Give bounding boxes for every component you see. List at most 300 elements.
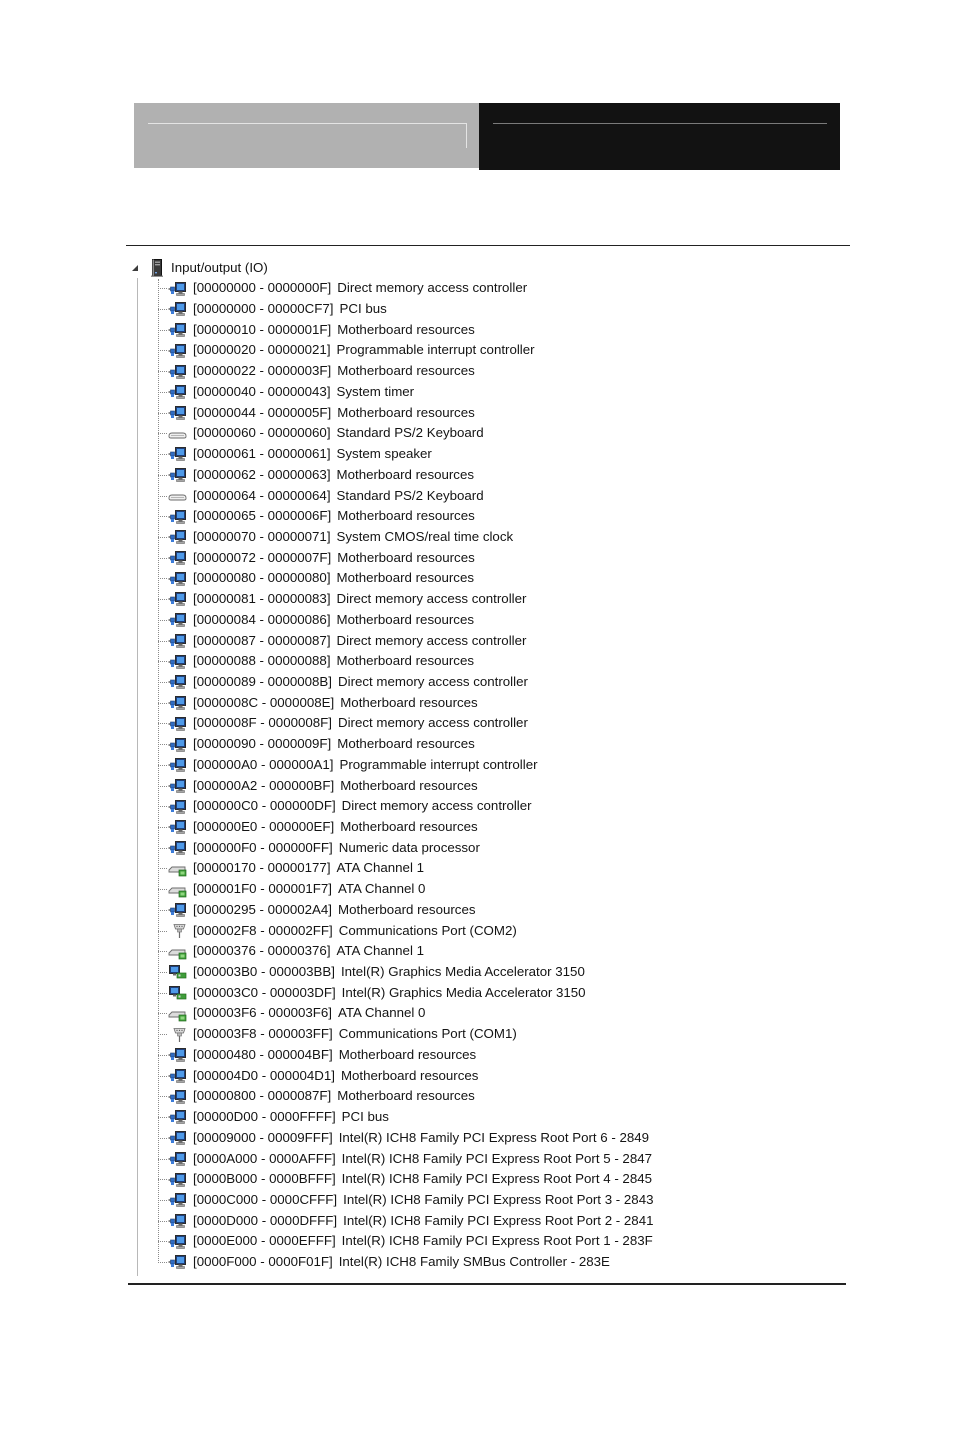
- system-device-icon: [168, 1213, 187, 1229]
- io-range-label: [00000060 - 00000060]: [193, 425, 331, 441]
- io-range-label: [00000090 - 0000009F]: [193, 736, 332, 752]
- tree-item[interactable]: [128, 776, 828, 797]
- io-range-label: [0000E000 - 0000EFFF]: [193, 1233, 336, 1249]
- tree-item[interactable]: [128, 382, 828, 403]
- io-range-label: [0000F000 - 0000F01F]: [193, 1254, 333, 1270]
- tree-item[interactable]: [128, 651, 828, 672]
- io-range-label: [000000F0 - 000000FF]: [193, 839, 333, 855]
- tree-item-text: [193, 672, 528, 693]
- tree-item-text: [193, 589, 526, 610]
- tree-item[interactable]: [128, 1066, 828, 1087]
- device-name-label: Motherboard resources: [338, 901, 476, 917]
- io-range-label: [00000000 - 00000CF7]: [193, 301, 334, 317]
- system-device-icon: [168, 757, 187, 773]
- device-name-label: System timer: [336, 383, 415, 399]
- system-device-icon: [168, 778, 187, 794]
- tree-connector-line: [158, 910, 167, 911]
- tree-connector-line: [158, 433, 167, 434]
- tree-item-text: [193, 879, 425, 900]
- tree-item[interactable]: [128, 299, 828, 320]
- tree-item-text: [193, 568, 474, 589]
- system-device-icon: [168, 737, 187, 753]
- device-name-label: Direct memory access controller: [336, 591, 527, 607]
- tree-connector-line: [158, 931, 167, 932]
- ide-channel-icon: [168, 1006, 187, 1022]
- device-name-label: Motherboard resources: [337, 404, 475, 420]
- system-device-icon: [168, 1172, 187, 1188]
- io-range-label: [000001F0 - 000001F7]: [193, 881, 332, 897]
- tree-connector-line: [158, 1241, 167, 1242]
- system-device-icon: [168, 840, 187, 856]
- keyboard-icon: [168, 488, 187, 504]
- tree-connector-line: [158, 578, 167, 579]
- system-device-icon: [168, 799, 187, 815]
- tree-item[interactable]: [128, 423, 828, 444]
- io-range-label: [000000A0 - 000000A1]: [193, 756, 334, 772]
- io-range-label: [00000087 - 00000087]: [193, 632, 331, 648]
- device-name-label: ATA Channel 0: [337, 881, 426, 897]
- system-device-icon: [168, 467, 187, 483]
- io-range-label: [00000064 - 00000064]: [193, 487, 331, 503]
- tree-item-text: [193, 1211, 654, 1232]
- tree-item[interactable]: [128, 1231, 828, 1252]
- system-device-icon: [168, 902, 187, 918]
- system-device-icon: [168, 612, 187, 628]
- tree-item-text: [193, 1003, 425, 1024]
- tree-connector-line: [158, 1179, 167, 1180]
- tree-connector-line: [158, 620, 167, 621]
- top-divider: [126, 245, 850, 246]
- device-name-label: Numeric data processor: [338, 839, 480, 855]
- device-name-label: Direct memory access controller: [337, 715, 528, 731]
- tree-item[interactable]: [128, 1107, 828, 1128]
- tree-item-text: [193, 1252, 610, 1273]
- tree-item-text: [193, 631, 526, 652]
- device-name-label: Motherboard resources: [340, 819, 478, 834]
- tree-item-text: [193, 900, 475, 921]
- tree-connector-line: [158, 1076, 167, 1077]
- tree-item-text: [193, 983, 586, 1004]
- tree-item-text: [193, 713, 528, 734]
- system-device-icon: [168, 529, 187, 545]
- tree-connector-line: [158, 475, 167, 476]
- tree-item-text: [193, 527, 513, 548]
- io-range-label: [00000072 - 0000007F]: [193, 549, 332, 565]
- tree-item[interactable]: [128, 527, 828, 548]
- tree-item[interactable]: [128, 879, 828, 900]
- device-name-label: Motherboard resources: [337, 508, 475, 524]
- keyboard-icon: [168, 426, 187, 442]
- tree-item-text: [193, 1190, 654, 1211]
- tree-item[interactable]: [128, 1003, 828, 1024]
- io-range-label: [00000010 - 0000001F]: [193, 321, 332, 337]
- tree-item[interactable]: [128, 1169, 828, 1190]
- tree-item[interactable]: [128, 962, 828, 983]
- tree-item[interactable]: [128, 631, 828, 652]
- io-range-label: [00000044 - 0000005F]: [193, 404, 332, 420]
- tree-item-text: [193, 444, 432, 465]
- tree-item-text: [193, 1231, 653, 1252]
- tree-connector-line: [158, 1138, 167, 1139]
- ide-channel-icon: [168, 861, 187, 877]
- tree-item-text: [193, 382, 414, 403]
- tree-children: [128, 278, 828, 1273]
- tree-item[interactable]: [128, 817, 828, 838]
- serial-port-icon: [168, 1027, 187, 1043]
- device-name-label: Intel(R) ICH8 Family PCI Express Root Port 4 - 2845: [341, 1171, 653, 1187]
- tree-connector-line: [158, 413, 167, 414]
- device-name-label: System speaker: [336, 446, 432, 462]
- tree-connector-line: [158, 993, 167, 994]
- tree-item-text: [193, 1128, 649, 1149]
- tree-item[interactable]: [128, 1045, 828, 1066]
- tree-connector-line: [158, 309, 167, 310]
- device-name-label: Intel(R) ICH8 Family PCI Express Root Port 2 - 2841: [343, 1212, 654, 1228]
- tree-item-text: [193, 651, 474, 672]
- tree-connector-line: [158, 288, 167, 289]
- tree-connector-line: [158, 972, 167, 973]
- system-device-icon: [168, 571, 187, 587]
- system-device-icon: [168, 405, 187, 421]
- tree-item-text: [193, 1045, 476, 1066]
- tree-connector-line: [158, 1159, 167, 1160]
- device-name-label: Intel(R) Graphics Media Accelerator 3150: [341, 984, 586, 1000]
- tree-item-text: [193, 755, 538, 776]
- io-range-label: [000003C0 - 000003DF]: [193, 984, 336, 1000]
- system-device-icon: [168, 633, 187, 649]
- device-name-label: Direct memory access controller: [337, 280, 528, 296]
- system-device-icon: [168, 1254, 187, 1270]
- tree-connector-line: [158, 744, 167, 745]
- serial-port-icon: [168, 923, 187, 939]
- tree-item-text: [193, 1169, 652, 1190]
- device-name-label: ATA Channel 1: [336, 943, 424, 959]
- tree-item-text: [193, 403, 475, 424]
- tree-item[interactable]: [128, 548, 828, 569]
- system-device-icon: [168, 654, 187, 670]
- tree-connector-line: [158, 682, 167, 683]
- tree-connector-line: [158, 641, 167, 642]
- tree-connector-line: [158, 848, 167, 849]
- system-device-icon: [168, 819, 187, 835]
- device-name-label: Motherboard resources: [336, 611, 474, 627]
- io-range-label: [000003B0 - 000003BB]: [193, 964, 335, 980]
- device-name-label: ATA Channel 1: [336, 860, 424, 876]
- system-device-icon: [168, 384, 187, 400]
- tree-item-text: [193, 941, 424, 962]
- system-device-icon: [168, 281, 187, 297]
- io-range-label: [00000080 - 00000080]: [193, 570, 331, 586]
- tree-item[interactable]: [128, 1252, 828, 1273]
- tree-item-text: [193, 1086, 475, 1107]
- system-device-icon: [168, 591, 187, 607]
- tree-item-text: [193, 838, 480, 859]
- tree-connector-line: [158, 1221, 167, 1222]
- tree-item-text: [193, 548, 475, 569]
- display-adapter-icon: [168, 985, 187, 1001]
- io-range-label: [000003F8 - 000003FF]: [193, 1026, 333, 1042]
- io-range-label: [00000000 - 0000000F]: [193, 280, 332, 296]
- device-name-label: Motherboard resources: [337, 363, 475, 379]
- tree-item-text: [193, 361, 475, 382]
- system-device-icon: [168, 1151, 187, 1167]
- io-range-label: [00000084 - 00000086]: [193, 611, 331, 627]
- device-name-label: Motherboard resources: [340, 694, 478, 710]
- device-resource-tree: [128, 258, 828, 1273]
- tree-item[interactable]: [128, 858, 828, 879]
- system-device-icon: [168, 364, 187, 380]
- device-name-label: Motherboard resources: [337, 549, 475, 565]
- device-name-label: Communications Port (COM1): [338, 1026, 517, 1042]
- tree-connector-line: [158, 537, 167, 538]
- device-name-label: System CMOS/real time clock: [336, 528, 514, 544]
- tree-item-text: [193, 486, 484, 507]
- ide-channel-icon: [168, 944, 187, 960]
- header-accent-line: [148, 123, 467, 148]
- device-name-label: Intel(R) ICH8 Family PCI Express Root Port 5 - 2847: [341, 1150, 653, 1166]
- tree-item[interactable]: [128, 1190, 828, 1211]
- device-name-label: Programmable interrupt controller: [339, 756, 538, 772]
- io-range-label: [00000022 - 0000003F]: [193, 363, 332, 379]
- io-range-label: [00000040 - 00000043]: [193, 383, 331, 399]
- tree-item-text: [193, 278, 527, 299]
- tree-root-item[interactable]: [128, 258, 828, 279]
- io-range-label: [000002F8 - 000002FF]: [193, 922, 333, 938]
- tree-connector-line: [158, 392, 167, 393]
- device-name-label: Motherboard resources: [338, 1046, 477, 1062]
- tree-item-text: [193, 817, 478, 838]
- tree-connector-line: [158, 765, 167, 766]
- tree-connector-line: [158, 827, 167, 828]
- tree-item[interactable]: [128, 941, 828, 962]
- system-device-icon: [168, 716, 187, 732]
- system-device-icon: [168, 322, 187, 338]
- device-name-label: Motherboard resources: [336, 466, 474, 482]
- tree-connector-line: [158, 1034, 167, 1035]
- device-name-label: Motherboard resources: [337, 736, 475, 752]
- tree-item-text: [193, 1024, 517, 1045]
- tree-item[interactable]: [128, 568, 828, 589]
- tree-connector-line: [158, 1013, 167, 1014]
- tree-item[interactable]: [128, 403, 828, 424]
- io-range-label: [0000A000 - 0000AFFF]: [193, 1150, 336, 1166]
- tree-item[interactable]: [128, 693, 828, 714]
- io-range-label: [00000081 - 00000083]: [193, 591, 331, 607]
- tree-item-text: [193, 423, 484, 444]
- tree-connector-line: [158, 496, 167, 497]
- tree-item[interactable]: [128, 1211, 828, 1232]
- device-name-label: Motherboard resources: [337, 321, 475, 337]
- io-range-label: [00000480 - 000004BF]: [193, 1046, 333, 1062]
- tree-item-text: [193, 921, 517, 942]
- tree-item[interactable]: [128, 1024, 828, 1045]
- io-range-label: [00000170 - 00000177]: [193, 860, 331, 876]
- tree-connector-line: [158, 454, 167, 455]
- system-device-icon: [168, 1192, 187, 1208]
- device-name-label: Standard PS/2 Keyboard: [336, 487, 484, 503]
- device-name-label: PCI bus: [341, 1109, 389, 1125]
- tree-connector-line: [158, 1200, 167, 1201]
- display-adapter-icon: [168, 964, 187, 980]
- tree-connector-line: [158, 868, 167, 869]
- tree-connector-line: [158, 1055, 167, 1056]
- system-device-icon: [168, 343, 187, 359]
- tree-item[interactable]: [128, 796, 828, 817]
- tree-connector-line: [158, 350, 167, 351]
- tree-connector-line: [158, 661, 167, 662]
- tree-item[interactable]: [128, 1086, 828, 1107]
- tree-item[interactable]: [128, 838, 828, 859]
- system-device-icon: [168, 695, 187, 711]
- tree-connector-line: [158, 951, 167, 952]
- device-name-label: ATA Channel 0: [337, 1005, 426, 1021]
- header-accent-line: [493, 123, 827, 124]
- device-name-label: Motherboard resources: [340, 1067, 479, 1083]
- tree-item[interactable]: [128, 1128, 828, 1149]
- tree-item-text: [193, 858, 424, 879]
- tree-item[interactable]: [128, 610, 828, 631]
- io-range-label: [00000089 - 0000008B]: [193, 673, 333, 689]
- io-range-label: [000000E0 - 000000EF]: [193, 819, 335, 834]
- device-name-label: Motherboard resources: [340, 777, 478, 793]
- system-device-icon: [168, 1109, 187, 1125]
- io-range-label: [00000376 - 00000376]: [193, 943, 331, 959]
- tree-item[interactable]: [128, 713, 828, 734]
- tree-item-text: [193, 1149, 652, 1170]
- system-device-icon: [168, 1130, 187, 1146]
- device-name-label: Intel(R) ICH8 Family PCI Express Root Port 1 - 283F: [341, 1233, 653, 1249]
- io-range-label: [000000C0 - 000000DF]: [193, 798, 336, 814]
- tree-connector-line: [158, 703, 167, 704]
- device-name-label: Intel(R) Graphics Media Accelerator 3150: [340, 964, 585, 980]
- io-range-label: [000000A2 - 000000BF]: [193, 777, 335, 793]
- tree-connector-line: [158, 558, 167, 559]
- tree-item-text: [193, 320, 475, 341]
- tree-connector-line: [158, 1117, 167, 1118]
- bottom-divider: [128, 1283, 846, 1285]
- expand-collapse-toggle[interactable]: [131, 264, 139, 272]
- tree-item[interactable]: [128, 921, 828, 942]
- device-name-label: Motherboard resources: [336, 653, 474, 669]
- tree-connector-line: [158, 516, 167, 517]
- tree-item[interactable]: [128, 278, 828, 299]
- device-name-label: Motherboard resources: [337, 1088, 475, 1104]
- io-range-label: [00000800 - 0000087F]: [193, 1088, 332, 1104]
- device-name-label: Intel(R) ICH8 Family PCI Express Root Port 3 - 2843: [343, 1191, 654, 1207]
- device-name-label: Communications Port (COM2): [338, 922, 517, 938]
- io-range-label: [0000B000 - 0000BFFF]: [193, 1171, 336, 1187]
- tree-item[interactable]: [128, 444, 828, 465]
- tree-item[interactable]: [128, 486, 828, 507]
- tree-connector-line: [158, 599, 167, 600]
- io-range-label: [00000061 - 00000061]: [193, 446, 331, 462]
- device-name-label: PCI bus: [339, 301, 387, 317]
- tree-item[interactable]: [128, 734, 828, 755]
- io-range-label: [0000008F - 0000008F]: [193, 715, 332, 731]
- tree-item-text: [193, 610, 474, 631]
- tree-item[interactable]: [128, 672, 828, 693]
- computer-icon: [150, 259, 164, 277]
- io-range-label: [00000295 - 000002A4]: [193, 901, 333, 917]
- tree-item[interactable]: [128, 361, 828, 382]
- system-device-icon: [168, 301, 187, 317]
- tree-item-text: [193, 465, 474, 486]
- io-range-label: [00000062 - 00000063]: [193, 466, 331, 482]
- system-device-icon: [168, 1234, 187, 1250]
- system-device-icon: [168, 1068, 187, 1084]
- system-device-icon: [168, 446, 187, 462]
- system-device-icon: [168, 509, 187, 525]
- tree-item-text: [193, 962, 585, 983]
- io-range-label: [00000088 - 00000088]: [193, 653, 331, 669]
- tree-root-label: Input/output (IO): [171, 259, 268, 275]
- ide-channel-icon: [168, 882, 187, 898]
- tree-connector-line: [158, 806, 167, 807]
- io-range-label: [00000020 - 00000021]: [193, 342, 331, 358]
- tree-item[interactable]: [128, 340, 828, 361]
- system-device-icon: [168, 1047, 187, 1063]
- header-right-panel: [479, 103, 840, 170]
- tree-connector-line: [158, 330, 167, 331]
- io-range-label: [0000C000 - 0000CFFF]: [193, 1191, 338, 1207]
- device-name-label: Direct memory access controller: [336, 632, 527, 648]
- io-range-label: [000003F6 - 000003F6]: [193, 1005, 332, 1021]
- io-range-label: [00000070 - 00000071]: [193, 528, 331, 544]
- system-device-icon: [168, 1089, 187, 1105]
- tree-item[interactable]: [128, 320, 828, 341]
- device-name-label: Intel(R) ICH8 Family PCI Express Root Port 6 - 2849: [338, 1129, 650, 1145]
- tree-item-text: [193, 1107, 389, 1128]
- system-device-icon: [168, 674, 187, 690]
- io-range-label: [00000D00 - 0000FFFF]: [193, 1109, 336, 1125]
- tree-connector-line: [158, 723, 167, 724]
- tree-item-text: [193, 340, 535, 361]
- tree-item[interactable]: [128, 589, 828, 610]
- tree-item[interactable]: [128, 465, 828, 486]
- tree-item-text: [193, 299, 387, 320]
- device-name-label: Motherboard resources: [336, 570, 474, 586]
- tree-item[interactable]: [128, 983, 828, 1004]
- device-name-label: Programmable interrupt controller: [336, 342, 535, 358]
- device-name-label: Direct memory access controller: [338, 673, 528, 689]
- tree-item[interactable]: [128, 506, 828, 527]
- tree-connector-line: [158, 1262, 167, 1263]
- io-range-label: [0000D000 - 0000DFFF]: [193, 1212, 338, 1228]
- tree-item-text: [193, 796, 532, 817]
- tree-item[interactable]: [128, 1149, 828, 1170]
- io-range-label: [00000065 - 0000006F]: [193, 508, 332, 524]
- system-device-icon: [168, 550, 187, 566]
- tree-connector-line: [158, 1096, 167, 1097]
- tree-item[interactable]: [128, 755, 828, 776]
- io-range-label: [000004D0 - 000004D1]: [193, 1067, 335, 1083]
- tree-item-text: [193, 776, 478, 797]
- tree-item-text: [193, 734, 475, 755]
- io-range-label: [0000008C - 0000008E]: [193, 694, 335, 710]
- tree-item-text: [193, 1066, 478, 1087]
- tree-connector-line: [158, 889, 167, 890]
- tree-connector-line: [158, 371, 167, 372]
- tree-item-text: [193, 506, 475, 527]
- device-name-label: Direct memory access controller: [341, 798, 532, 814]
- device-name-label: Standard PS/2 Keyboard: [336, 425, 484, 441]
- io-range-label: [00009000 - 00009FFF]: [193, 1129, 333, 1145]
- header-left-panel: [134, 103, 479, 168]
- device-name-label: Intel(R) ICH8 Family SMBus Controller - 283E: [338, 1254, 610, 1270]
- tree-item-text: [193, 693, 478, 714]
- tree-connector-line: [158, 786, 167, 787]
- tree-item[interactable]: [128, 900, 828, 921]
